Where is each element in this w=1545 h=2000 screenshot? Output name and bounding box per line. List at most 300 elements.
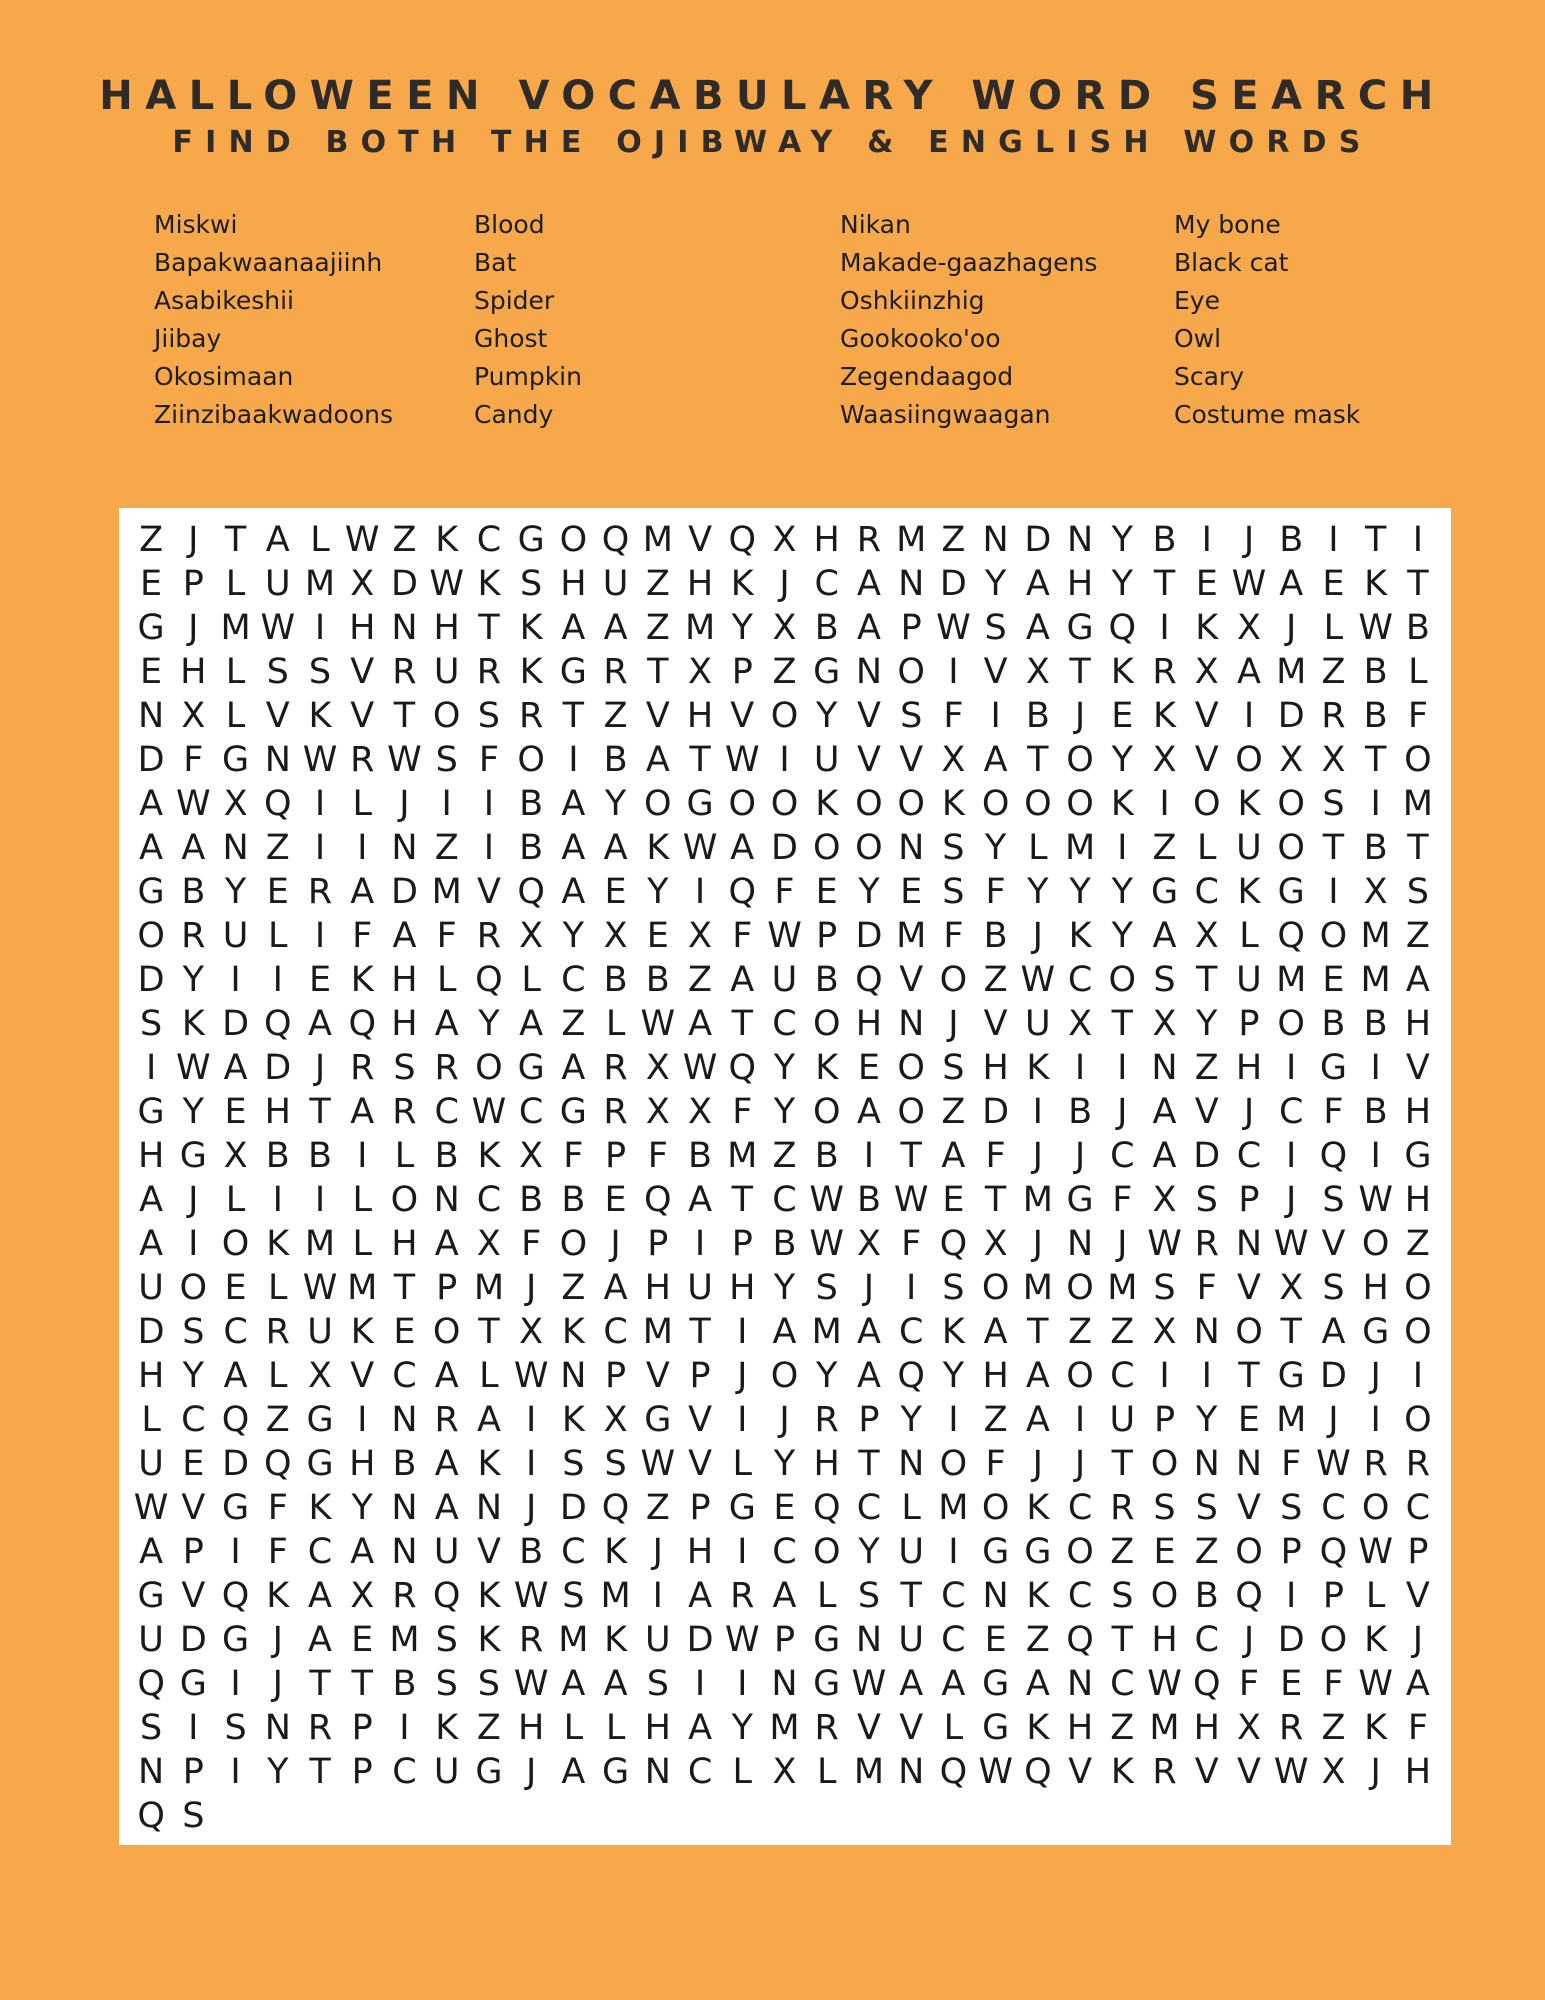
grid-letter[interactable]: D bbox=[686, 1619, 714, 1660]
grid-letter[interactable]: L bbox=[352, 1179, 372, 1220]
grid-letter[interactable]: I bbox=[314, 783, 326, 824]
grid-letter[interactable]: G bbox=[559, 651, 587, 692]
grid-letter[interactable]: W bbox=[133, 1487, 169, 1528]
grid-letter[interactable]: E bbox=[224, 1091, 247, 1132]
grid-letter[interactable]: O bbox=[1361, 1223, 1390, 1264]
grid-letter[interactable]: K bbox=[519, 651, 543, 692]
grid-letter[interactable]: T bbox=[309, 1091, 331, 1132]
grid-letter[interactable]: O bbox=[1404, 1311, 1432, 1352]
grid-letter[interactable]: I bbox=[1074, 1047, 1086, 1088]
grid-letter[interactable]: K bbox=[477, 1619, 501, 1660]
grid-letter[interactable]: Q bbox=[728, 1047, 757, 1088]
grid-letter[interactable]: F bbox=[436, 915, 457, 956]
grid-letter[interactable]: J bbox=[1032, 1223, 1043, 1264]
grid-letter[interactable]: S bbox=[435, 1663, 458, 1704]
grid-letter[interactable]: B bbox=[519, 1179, 544, 1220]
grid-letter[interactable]: W bbox=[302, 1267, 338, 1308]
grid-letter[interactable]: M bbox=[473, 1267, 505, 1308]
grid-letter[interactable]: G bbox=[1066, 607, 1094, 648]
grid-letter[interactable]: N bbox=[391, 1531, 418, 1572]
grid-letter[interactable]: G bbox=[137, 1091, 165, 1132]
grid-letter[interactable]: T bbox=[1280, 1311, 1302, 1352]
grid-letter[interactable]: O bbox=[770, 1355, 799, 1396]
grid-letter[interactable]: X bbox=[1279, 1267, 1304, 1308]
grid-letter[interactable]: Y bbox=[816, 1355, 838, 1396]
grid-letter[interactable]: X bbox=[772, 1751, 797, 1792]
grid-letter[interactable]: N bbox=[898, 827, 925, 868]
grid-letter[interactable]: Z bbox=[561, 1003, 586, 1044]
grid-letter[interactable]: I bbox=[1117, 1047, 1128, 1088]
grid-letter[interactable]: P bbox=[731, 1223, 753, 1264]
grid-letter[interactable]: O bbox=[432, 1311, 461, 1352]
grid-letter[interactable]: H bbox=[1193, 1707, 1220, 1748]
grid-letter[interactable]: K bbox=[519, 607, 543, 648]
grid-letter[interactable]: C bbox=[1194, 1619, 1219, 1660]
grid-letter[interactable]: O bbox=[981, 783, 1010, 824]
grid-letter[interactable]: O bbox=[1108, 959, 1137, 1000]
grid-letter[interactable]: L bbox=[1323, 607, 1344, 648]
grid-letter[interactable]: I bbox=[948, 651, 959, 692]
grid-letter[interactable]: A bbox=[603, 1267, 628, 1308]
grid-letter[interactable]: A bbox=[308, 1003, 332, 1044]
grid-letter[interactable]: G bbox=[221, 1619, 250, 1660]
grid-letter[interactable]: P bbox=[1238, 1003, 1260, 1044]
grid-letter[interactable]: U bbox=[602, 563, 629, 604]
grid-letter[interactable]: S bbox=[308, 651, 332, 692]
grid-letter[interactable]: R bbox=[476, 915, 502, 956]
grid-letter[interactable]: O bbox=[1066, 1267, 1094, 1308]
grid-letter[interactable]: Z bbox=[983, 959, 1008, 1000]
grid-letter[interactable]: V bbox=[1194, 1751, 1219, 1792]
grid-letter[interactable]: Q bbox=[264, 1443, 292, 1484]
grid-letter[interactable]: X bbox=[223, 1135, 248, 1176]
grid-letter[interactable]: Q bbox=[812, 1487, 841, 1528]
grid-letter[interactable]: B bbox=[1363, 695, 1388, 736]
grid-letter[interactable]: A bbox=[688, 1707, 713, 1748]
grid-letter[interactable]: G bbox=[517, 519, 545, 560]
grid-letter[interactable]: T bbox=[351, 1663, 373, 1704]
grid-letter[interactable]: G bbox=[221, 1487, 250, 1528]
grid-letter[interactable]: R bbox=[603, 651, 628, 692]
grid-letter[interactable]: Y bbox=[267, 1751, 289, 1792]
grid-letter[interactable]: Z bbox=[1405, 915, 1430, 956]
grid-letter[interactable]: A bbox=[434, 1223, 459, 1264]
grid-letter[interactable]: F bbox=[985, 1443, 1006, 1484]
grid-letter[interactable]: W bbox=[809, 1223, 845, 1264]
grid-letter[interactable]: Z bbox=[265, 1399, 290, 1440]
grid-letter[interactable]: Y bbox=[1111, 563, 1133, 604]
grid-letter[interactable]: L bbox=[816, 1575, 837, 1616]
grid-letter[interactable]: K bbox=[1153, 695, 1176, 736]
grid-letter[interactable]: I bbox=[314, 827, 326, 868]
grid-letter[interactable]: E bbox=[224, 1267, 247, 1308]
grid-letter[interactable]: I bbox=[863, 1135, 875, 1176]
grid-letter[interactable]: Q bbox=[264, 1003, 292, 1044]
grid-letter[interactable]: N bbox=[264, 739, 291, 780]
grid-letter[interactable]: Q bbox=[644, 1179, 672, 1220]
grid-letter[interactable]: P bbox=[773, 1619, 796, 1660]
grid-letter[interactable]: V bbox=[1068, 1751, 1093, 1792]
grid-letter[interactable]: U bbox=[264, 563, 291, 604]
grid-letter[interactable]: C bbox=[307, 1531, 333, 1572]
grid-letter[interactable]: I bbox=[441, 783, 452, 824]
grid-letter[interactable]: G bbox=[1319, 1047, 1347, 1088]
grid-letter[interactable]: G bbox=[221, 739, 250, 780]
grid-letter[interactable]: O bbox=[1066, 783, 1094, 824]
grid-letter[interactable]: O bbox=[1235, 1531, 1263, 1572]
grid-letter[interactable]: I bbox=[1286, 1575, 1297, 1616]
grid-letter[interactable]: M bbox=[220, 607, 251, 648]
grid-letter[interactable]: V bbox=[688, 1399, 713, 1440]
grid-letter[interactable]: R bbox=[307, 871, 333, 912]
grid-letter[interactable]: A bbox=[561, 1047, 586, 1088]
grid-letter[interactable]: A bbox=[561, 1751, 586, 1792]
grid-letter[interactable]: K bbox=[1026, 1047, 1050, 1088]
grid-letter[interactable]: Z bbox=[772, 1135, 797, 1176]
grid-letter[interactable]: I bbox=[1328, 871, 1339, 912]
grid-letter[interactable]: O bbox=[1404, 739, 1432, 780]
grid-letter[interactable]: H bbox=[391, 1003, 418, 1044]
grid-letter[interactable]: A bbox=[1025, 1355, 1050, 1396]
grid-letter[interactable]: R bbox=[1321, 695, 1346, 736]
grid-letter[interactable]: D bbox=[982, 1091, 1010, 1132]
grid-letter[interactable]: Y bbox=[731, 607, 753, 648]
grid-letter[interactable]: G bbox=[1362, 1311, 1390, 1352]
grid-letter[interactable]: S bbox=[562, 1575, 585, 1616]
grid-letter[interactable]: N bbox=[433, 1179, 460, 1220]
grid-letter[interactable]: V bbox=[730, 695, 755, 736]
grid-letter[interactable]: B bbox=[983, 915, 1008, 956]
grid-letter[interactable]: L bbox=[943, 1707, 964, 1748]
grid-letter[interactable]: B bbox=[434, 1135, 459, 1176]
grid-letter[interactable]: P bbox=[1322, 1575, 1344, 1616]
grid-letter[interactable]: H bbox=[1404, 1179, 1432, 1220]
grid-letter[interactable]: A bbox=[941, 1663, 966, 1704]
grid-letter[interactable]: F bbox=[774, 871, 795, 912]
grid-letter[interactable]: Y bbox=[1069, 871, 1091, 912]
grid-letter[interactable]: I bbox=[1074, 1399, 1086, 1440]
grid-letter[interactable]: D bbox=[1024, 519, 1052, 560]
grid-letter[interactable]: X bbox=[941, 739, 966, 780]
grid-letter[interactable]: A bbox=[1152, 1135, 1177, 1176]
grid-letter[interactable]: B bbox=[688, 1135, 713, 1176]
grid-letter[interactable]: U bbox=[645, 1619, 671, 1660]
grid-letter[interactable]: B bbox=[308, 1135, 333, 1176]
grid-letter[interactable]: I bbox=[1370, 1399, 1381, 1440]
grid-letter[interactable]: L bbox=[1028, 827, 1048, 868]
grid-letter[interactable]: C bbox=[1405, 1487, 1431, 1528]
grid-letter[interactable]: H bbox=[686, 695, 714, 736]
grid-letter[interactable]: E bbox=[140, 563, 163, 604]
grid-letter[interactable]: B bbox=[856, 1179, 881, 1220]
grid-letter[interactable]: R bbox=[1363, 1443, 1388, 1484]
grid-letter[interactable]: T bbox=[647, 651, 669, 692]
grid-letter[interactable]: O bbox=[1319, 1619, 1348, 1660]
grid-letter[interactable]: J bbox=[1074, 695, 1086, 736]
grid-letter[interactable]: C bbox=[941, 1619, 966, 1660]
grid-letter[interactable]: S bbox=[942, 871, 965, 912]
grid-letter[interactable]: U bbox=[138, 1619, 164, 1660]
grid-letter[interactable]: S bbox=[942, 1267, 965, 1308]
grid-letter[interactable]: A bbox=[350, 1531, 375, 1572]
grid-letter[interactable]: L bbox=[732, 1443, 753, 1484]
grid-letter[interactable]: E bbox=[140, 651, 163, 692]
grid-letter[interactable]: P bbox=[689, 1487, 711, 1528]
grid-letter[interactable]: J bbox=[1370, 1751, 1381, 1792]
grid-letter[interactable]: Y bbox=[773, 1267, 796, 1308]
grid-letter[interactable]: V bbox=[476, 871, 501, 912]
grid-letter[interactable]: H bbox=[855, 1003, 883, 1044]
grid-letter[interactable]: Y bbox=[816, 695, 838, 736]
grid-letter[interactable]: P bbox=[436, 1267, 458, 1308]
grid-letter[interactable]: P bbox=[605, 1355, 627, 1396]
grid-letter[interactable]: V bbox=[1194, 695, 1219, 736]
grid-letter[interactable]: T bbox=[1238, 1355, 1260, 1396]
grid-letter[interactable]: U bbox=[1109, 1399, 1136, 1440]
grid-letter[interactable]: L bbox=[1408, 651, 1428, 692]
grid-letter[interactable]: M bbox=[389, 1619, 420, 1660]
grid-letter[interactable]: J bbox=[188, 519, 199, 560]
grid-letter[interactable]: Y bbox=[182, 959, 205, 1000]
grid-letter[interactable]: K bbox=[1110, 783, 1134, 824]
grid-letter[interactable]: I bbox=[1243, 695, 1255, 736]
grid-letter[interactable]: J bbox=[652, 1531, 663, 1572]
grid-letter[interactable]: X bbox=[1279, 739, 1304, 780]
grid-letter[interactable]: G bbox=[475, 1751, 503, 1792]
grid-letter[interactable]: J bbox=[1243, 1619, 1255, 1660]
grid-letter[interactable]: F bbox=[478, 739, 499, 780]
grid-letter[interactable]: G bbox=[728, 1487, 756, 1528]
grid-letter[interactable]: L bbox=[436, 959, 457, 1000]
grid-letter[interactable]: W bbox=[640, 1003, 676, 1044]
grid-letter[interactable]: H bbox=[433, 607, 460, 648]
grid-letter[interactable]: N bbox=[264, 1707, 291, 1748]
grid-letter[interactable]: X bbox=[1025, 651, 1050, 692]
grid-letter[interactable]: R bbox=[814, 1399, 839, 1440]
grid-letter[interactable]: H bbox=[1404, 1003, 1432, 1044]
grid-letter[interactable]: Y bbox=[984, 563, 1007, 604]
grid-letter[interactable]: I bbox=[694, 1663, 706, 1704]
grid-letter[interactable]: W bbox=[1273, 1223, 1309, 1264]
grid-letter[interactable]: G bbox=[1404, 1135, 1432, 1176]
grid-letter[interactable]: Z bbox=[265, 827, 290, 868]
grid-letter[interactable]: G bbox=[1024, 1531, 1052, 1572]
grid-letter[interactable]: Z bbox=[392, 519, 417, 560]
grid-letter[interactable]: K bbox=[350, 959, 374, 1000]
grid-letter[interactable]: I bbox=[188, 1223, 199, 1264]
grid-letter[interactable]: D bbox=[264, 1047, 292, 1088]
grid-letter[interactable]: S bbox=[140, 1003, 163, 1044]
grid-letter[interactable]: S bbox=[815, 1267, 838, 1308]
grid-letter[interactable]: M bbox=[853, 1751, 885, 1792]
grid-letter[interactable]: Q bbox=[939, 1751, 968, 1792]
grid-letter[interactable]: A bbox=[856, 607, 881, 648]
grid-letter[interactable]: P bbox=[182, 563, 204, 604]
grid-letter[interactable]: O bbox=[939, 1443, 968, 1484]
grid-letter[interactable]: I bbox=[1412, 519, 1424, 560]
grid-letter[interactable]: L bbox=[225, 563, 246, 604]
grid-letter[interactable]: A bbox=[688, 1003, 713, 1044]
grid-letter[interactable]: A bbox=[139, 827, 164, 868]
grid-letter[interactable]: R bbox=[350, 739, 375, 780]
grid-letter[interactable]: Z bbox=[645, 607, 670, 648]
grid-letter[interactable]: B bbox=[1363, 1091, 1388, 1132]
grid-letter[interactable]: X bbox=[1321, 739, 1346, 780]
grid-letter[interactable]: O bbox=[432, 695, 461, 736]
grid-letter[interactable]: G bbox=[813, 1663, 841, 1704]
grid-letter[interactable]: T bbox=[1153, 563, 1176, 604]
grid-letter[interactable]: H bbox=[349, 607, 376, 648]
grid-letter[interactable]: L bbox=[268, 1267, 288, 1308]
grid-letter[interactable]: J bbox=[188, 607, 199, 648]
grid-letter[interactable]: E bbox=[900, 871, 923, 912]
grid-letter[interactable]: A bbox=[856, 1311, 881, 1352]
grid-letter[interactable]: J bbox=[779, 1399, 790, 1440]
grid-letter[interactable]: O bbox=[770, 783, 799, 824]
grid-letter[interactable]: C bbox=[181, 1399, 206, 1440]
grid-letter[interactable]: V bbox=[688, 1443, 713, 1484]
grid-letter[interactable]: Q bbox=[601, 519, 630, 560]
grid-letter[interactable]: E bbox=[351, 1619, 374, 1660]
grid-letter[interactable]: M bbox=[1149, 1707, 1180, 1748]
grid-letter[interactable]: A bbox=[139, 783, 164, 824]
grid-letter[interactable]: I bbox=[525, 1399, 537, 1440]
grid-letter[interactable]: I bbox=[694, 1223, 706, 1264]
grid-letter[interactable]: H bbox=[180, 651, 207, 692]
grid-letter[interactable]: K bbox=[561, 1311, 585, 1352]
grid-letter[interactable]: Q bbox=[1066, 1619, 1094, 1660]
grid-letter[interactable]: N bbox=[644, 1751, 671, 1792]
grid-letter[interactable]: C bbox=[561, 959, 586, 1000]
grid-letter[interactable]: A bbox=[561, 871, 586, 912]
grid-letter[interactable]: Y bbox=[984, 827, 1007, 868]
grid-letter[interactable]: T bbox=[984, 1179, 1007, 1220]
grid-letter[interactable]: Q bbox=[601, 1487, 630, 1528]
grid-letter[interactable]: B bbox=[1405, 607, 1430, 648]
grid-letter[interactable]: I bbox=[357, 827, 368, 868]
grid-letter[interactable]: U bbox=[1236, 959, 1262, 1000]
grid-letter[interactable]: M bbox=[1276, 959, 1307, 1000]
grid-letter[interactable]: W bbox=[344, 519, 380, 560]
grid-letter[interactable]: O bbox=[390, 1179, 419, 1220]
grid-letter[interactable]: F bbox=[943, 695, 964, 736]
grid-letter[interactable]: S bbox=[942, 1047, 965, 1088]
grid-letter[interactable]: C bbox=[898, 1311, 924, 1352]
grid-letter[interactable]: K bbox=[477, 1135, 501, 1176]
grid-letter[interactable]: L bbox=[268, 915, 288, 956]
grid-letter[interactable]: L bbox=[605, 1003, 626, 1044]
grid-letter[interactable]: Q bbox=[897, 1355, 925, 1396]
grid-letter[interactable]: Q bbox=[1319, 1531, 1348, 1572]
grid-letter[interactable]: U bbox=[1236, 827, 1262, 868]
grid-letter[interactable]: L bbox=[352, 1223, 372, 1264]
grid-letter[interactable]: H bbox=[982, 1355, 1009, 1396]
grid-letter[interactable]: A bbox=[941, 1135, 966, 1176]
grid-letter[interactable]: C bbox=[1110, 1355, 1135, 1396]
grid-letter[interactable]: N bbox=[475, 1487, 502, 1528]
grid-letter[interactable]: O bbox=[728, 783, 757, 824]
grid-letter[interactable]: L bbox=[352, 783, 372, 824]
grid-letter[interactable]: N bbox=[1151, 1047, 1178, 1088]
grid-letter[interactable]: A bbox=[1025, 1663, 1050, 1704]
grid-letter[interactable]: Q bbox=[1277, 915, 1305, 956]
grid-letter[interactable]: O bbox=[644, 783, 672, 824]
grid-letter[interactable]: M bbox=[1276, 651, 1307, 692]
grid-letter[interactable]: Z bbox=[139, 519, 164, 560]
grid-letter[interactable]: T bbox=[393, 695, 416, 736]
grid-letter[interactable]: O bbox=[1066, 739, 1094, 780]
grid-letter[interactable]: A bbox=[139, 1223, 164, 1264]
grid-letter[interactable]: X bbox=[1152, 1003, 1177, 1044]
grid-letter[interactable]: W bbox=[1147, 1223, 1182, 1264]
grid-letter[interactable]: I bbox=[948, 1531, 959, 1572]
grid-letter[interactable]: S bbox=[520, 563, 543, 604]
grid-letter[interactable]: Y bbox=[773, 1091, 796, 1132]
grid-letter[interactable]: P bbox=[351, 1707, 373, 1748]
grid-letter[interactable]: D bbox=[1193, 1135, 1221, 1176]
grid-letter[interactable]: W bbox=[1020, 959, 1056, 1000]
grid-letter[interactable]: S bbox=[562, 1443, 585, 1484]
grid-letter[interactable]: X bbox=[688, 651, 713, 692]
grid-letter[interactable]: U bbox=[222, 915, 249, 956]
grid-letter[interactable]: F bbox=[1238, 1663, 1260, 1704]
grid-letter[interactable]: S bbox=[477, 695, 501, 736]
grid-letter[interactable]: V bbox=[1321, 1223, 1346, 1264]
grid-letter[interactable]: M bbox=[558, 1619, 589, 1660]
grid-letter[interactable]: E bbox=[646, 915, 669, 956]
grid-letter[interactable]: Q bbox=[728, 519, 757, 560]
grid-letter[interactable]: J bbox=[1286, 1179, 1297, 1220]
grid-letter[interactable]: W bbox=[176, 783, 211, 824]
grid-letter[interactable]: X bbox=[223, 783, 248, 824]
grid-letter[interactable]: H bbox=[264, 1091, 291, 1132]
grid-letter[interactable]: B bbox=[519, 827, 544, 868]
grid-letter[interactable]: J bbox=[1412, 1619, 1424, 1660]
grid-letter[interactable]: Z bbox=[1110, 1311, 1135, 1352]
grid-letter[interactable]: R bbox=[392, 1575, 417, 1616]
grid-letter[interactable]: B bbox=[392, 1663, 417, 1704]
grid-letter[interactable]: V bbox=[645, 695, 670, 736]
grid-letter[interactable]: S bbox=[984, 607, 1007, 648]
grid-letter[interactable]: J bbox=[1074, 1135, 1086, 1176]
grid-letter[interactable]: G bbox=[982, 1531, 1010, 1572]
grid-letter[interactable]: Y bbox=[900, 1399, 922, 1440]
grid-letter[interactable]: G bbox=[137, 871, 165, 912]
grid-letter[interactable]: I bbox=[737, 1311, 748, 1352]
grid-letter[interactable]: V bbox=[350, 651, 375, 692]
grid-letter[interactable]: S bbox=[224, 1707, 247, 1748]
grid-letter[interactable]: A bbox=[1152, 915, 1177, 956]
grid-letter[interactable]: Z bbox=[941, 1091, 966, 1132]
grid-letter[interactable]: H bbox=[137, 1135, 165, 1176]
grid-letter[interactable]: V bbox=[983, 1003, 1008, 1044]
grid-letter[interactable]: C bbox=[1278, 1091, 1304, 1132]
grid-letter[interactable]: R bbox=[856, 519, 882, 560]
grid-letter[interactable]: V bbox=[983, 651, 1008, 692]
grid-letter[interactable]: C bbox=[1110, 1135, 1135, 1176]
grid-letter[interactable]: M bbox=[600, 1575, 631, 1616]
grid-letter[interactable]: Y bbox=[1196, 1399, 1218, 1440]
grid-letter[interactable]: W bbox=[1358, 607, 1393, 648]
grid-letter[interactable]: C bbox=[476, 1179, 502, 1220]
grid-letter[interactable]: I bbox=[145, 1047, 157, 1088]
grid-letter[interactable]: D bbox=[855, 915, 883, 956]
grid-letter[interactable]: K bbox=[1364, 563, 1388, 604]
grid-letter[interactable]: Y bbox=[604, 783, 627, 824]
grid-letter[interactable]: O bbox=[1277, 1003, 1305, 1044]
grid-letter[interactable]: L bbox=[1365, 1575, 1386, 1616]
grid-letter[interactable]: J bbox=[610, 1223, 621, 1264]
